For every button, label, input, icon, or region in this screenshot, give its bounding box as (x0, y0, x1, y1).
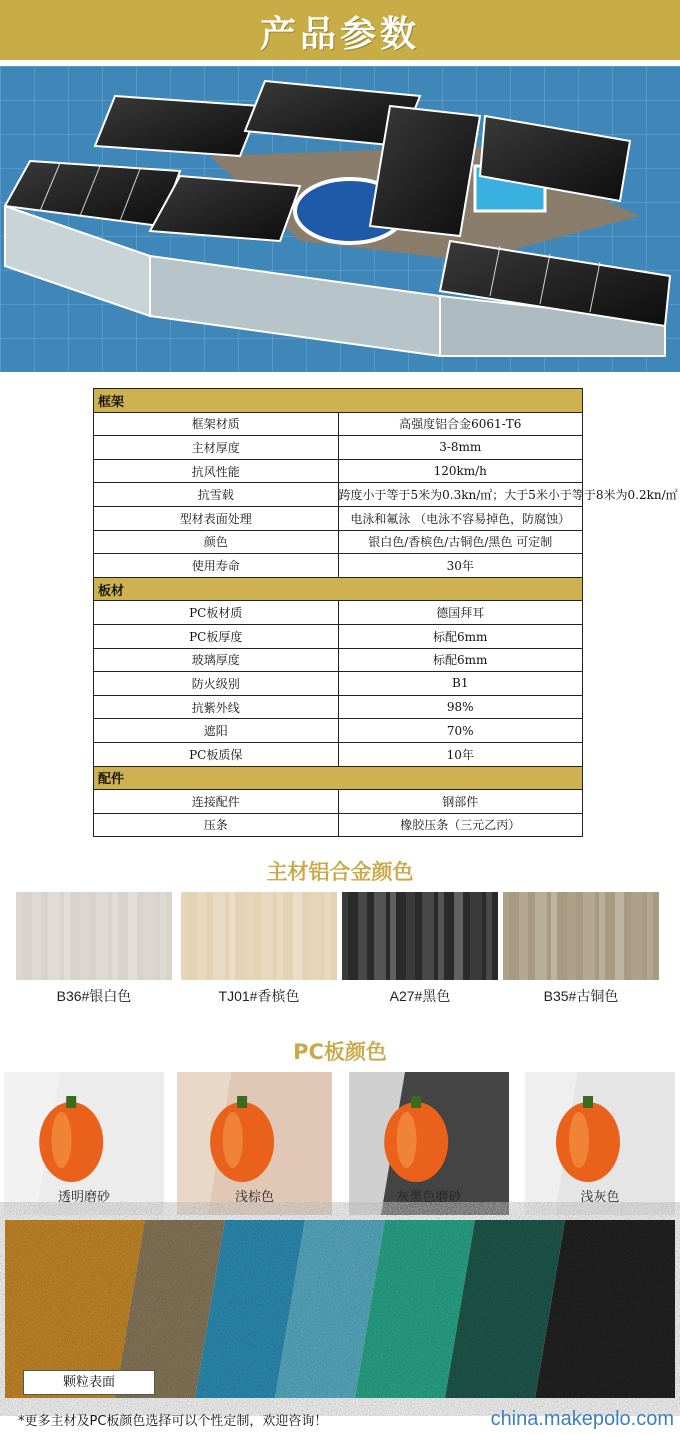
pc-color-photo (4, 1072, 164, 1215)
spec-label: 颜色 (94, 530, 339, 554)
spec-value: 3-8mm (338, 436, 583, 460)
spec-label: 抗雪载 (94, 483, 339, 507)
section-title: 板材 (94, 577, 583, 601)
alloy-color-swatch (181, 892, 337, 980)
pc-color-photo (525, 1072, 675, 1215)
alloy-color-swatch (342, 892, 498, 980)
specification-table (93, 388, 678, 837)
pc-color-label: 灰黑色磨砂 (396, 1190, 462, 1205)
spec-row (94, 813, 583, 837)
alloy-color-swatch (16, 892, 172, 980)
spec-value: 跨度小于等于5米为0.3kn/㎡；大于5米小于等于8米为0.2kn/㎡ (338, 483, 583, 507)
spec-section-header (94, 766, 583, 790)
spec-row (94, 436, 583, 460)
spec-label: 遮阳 (94, 719, 339, 743)
alloy-colors-heading: 主材铝合金颜色 (266, 860, 414, 884)
section-title: 配件 (94, 766, 583, 790)
pc-colors-heading: PC板颜色 (293, 1040, 387, 1064)
spec-row (94, 672, 583, 696)
spec-label: 压条 (94, 813, 339, 837)
spec-label: 连接配件 (94, 790, 339, 814)
spec-label: 抗紫外线 (94, 695, 339, 719)
spec-row (94, 506, 583, 530)
spec-value: B1 (338, 672, 583, 696)
spec-value: 橡胶压条（三元乙丙） (338, 813, 583, 837)
spec-label: 抗风性能 (94, 459, 339, 483)
spec-value: 120km/h (338, 459, 583, 483)
footnote: *更多主材及PC板颜色选择可以个性定制，欢迎咨询！ (18, 1414, 328, 1429)
pc-color-label: 透明磨砂 (57, 1190, 110, 1205)
section-title: 框架 (94, 389, 583, 413)
spec-row (94, 459, 583, 483)
spec-value: 标配6mm (338, 648, 583, 672)
alloy-color-label: TJ01#香槟色 (218, 988, 300, 1004)
spec-label: PC板质保 (94, 742, 339, 766)
spec-label: 型材表面处理 (94, 506, 339, 530)
alloy-color-label: A27#黑色 (389, 988, 451, 1004)
spec-value: 标配6mm (338, 624, 583, 648)
alloy-color-label: B35#古铜色 (543, 988, 619, 1004)
pc-color-photo (349, 1072, 509, 1215)
spec-value: 70% (338, 719, 583, 743)
spec-row (94, 742, 583, 766)
spec-row (94, 554, 583, 578)
spec-value: 30年 (338, 554, 583, 578)
spec-label: 玻璃厚度 (94, 648, 339, 672)
spec-label: PC板厚度 (94, 624, 339, 648)
spec-row (94, 648, 583, 672)
pc-color-label: 浅棕色 (234, 1190, 274, 1205)
spec-row (94, 790, 583, 814)
spec-value: 德国拜耳 (338, 601, 583, 625)
pc-color-label: 浅灰色 (580, 1190, 620, 1205)
spec-value: 电泳和氟泳 （电泳不容易掉色，防腐蚀） (338, 506, 583, 530)
spec-label: PC板材质 (94, 601, 339, 625)
spec-value: 高强度铝合金6061-T6 (338, 412, 583, 436)
spec-row (94, 530, 583, 554)
spec-value: 98% (338, 695, 583, 719)
product-rendering-image (0, 66, 680, 372)
spec-label: 框架材质 (94, 412, 339, 436)
site-watermark[interactable]: china.makepolo.com (490, 1408, 674, 1430)
alloy-color-label: B36#银白色 (56, 988, 132, 1004)
spec-row (94, 695, 583, 719)
page-title: 产品参数 (259, 14, 420, 55)
alloy-color-swatch (503, 892, 659, 980)
spec-label: 主材厚度 (94, 436, 339, 460)
spec-section-header (94, 577, 583, 601)
spec-row (94, 601, 583, 625)
spec-label: 防火级别 (94, 672, 339, 696)
spec-value: 10年 (338, 742, 583, 766)
spec-row (94, 483, 583, 507)
spec-value: 银白色/香槟色/古铜色/黑色 可定制 (338, 530, 583, 554)
spec-section-header (94, 389, 583, 413)
spec-row (94, 624, 583, 648)
spec-value: 钢部件 (338, 790, 583, 814)
pc-color-photo (177, 1072, 332, 1215)
spec-row (94, 412, 583, 436)
spec-label: 使用寿命 (94, 554, 339, 578)
granule-surface-label: 颗粒表面 (23, 1370, 155, 1395)
title-banner (0, 0, 680, 60)
spec-row (94, 719, 583, 743)
